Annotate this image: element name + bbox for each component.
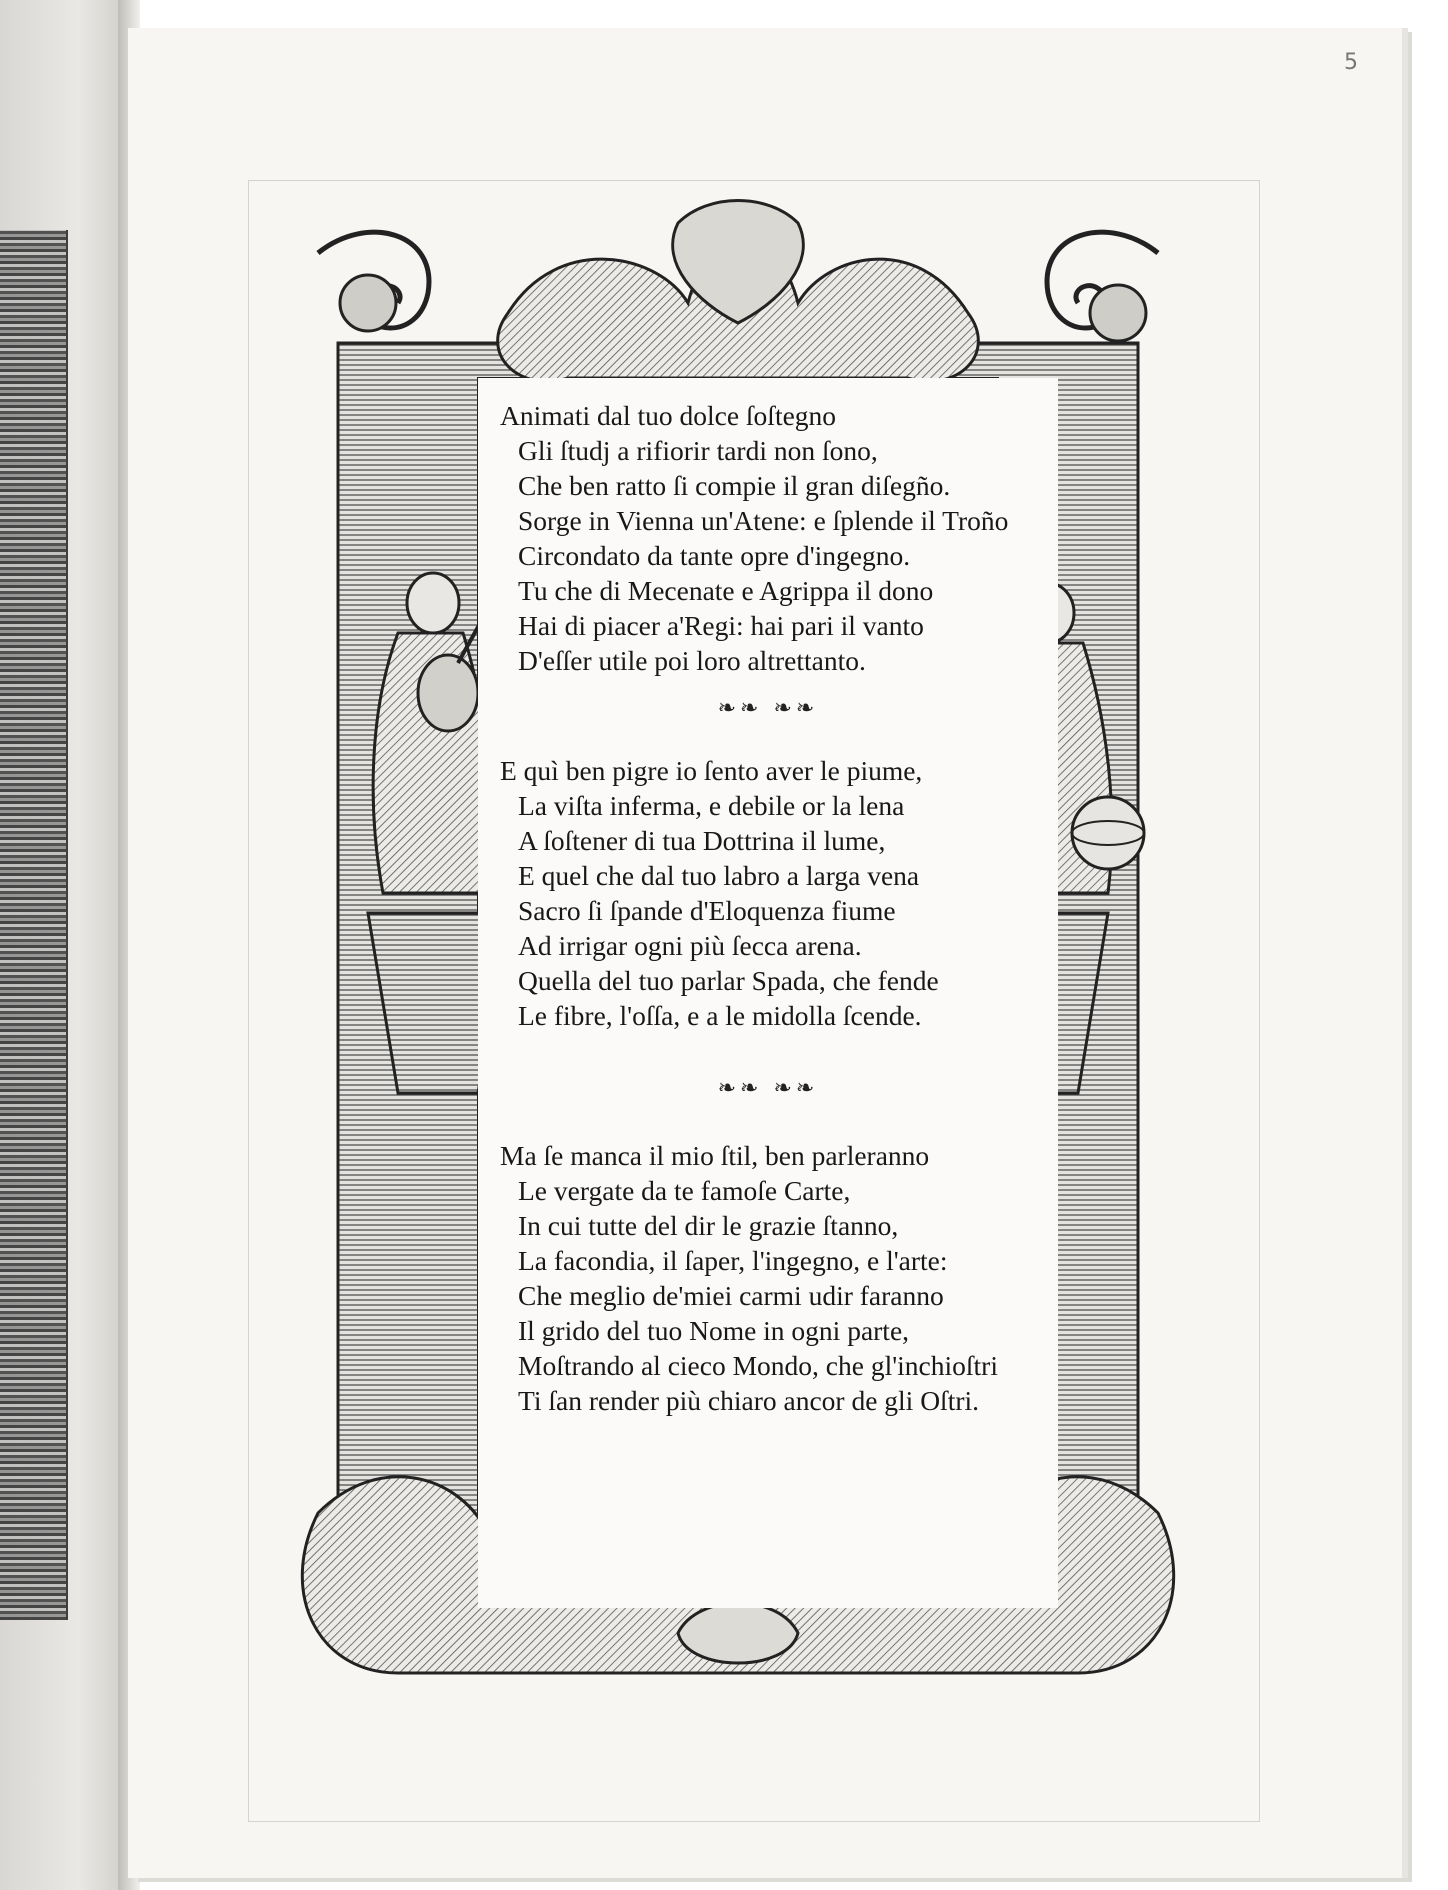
stanza-2 bbox=[500, 753, 1080, 1033]
verse-line: E quel che dal tuo labro a larga vena bbox=[518, 860, 920, 891]
verse-line: Il grido del tuo Nome in ogni parte, bbox=[518, 1315, 910, 1346]
book-page bbox=[128, 28, 1402, 1878]
stanza-1 bbox=[500, 398, 1080, 678]
verse-line: A ſoſtener di tua Dottrina il lume, bbox=[518, 825, 886, 856]
verse-line: Animati dal tuo dolce ſoſtegno bbox=[500, 400, 837, 431]
verse-line: Che ben ratto ſi compie il gran diſegño. bbox=[518, 470, 951, 501]
facing-page bbox=[0, 0, 130, 1890]
verse-line: Hai di piacer a'Regi: hai pari il vanto bbox=[518, 610, 924, 641]
verse-line: La facondia, il ſaper, l'ingegno, e l'arte: bbox=[518, 1245, 948, 1276]
verse-line: Ma ſe manca il mio ſtil, ben parleranno bbox=[500, 1140, 930, 1171]
stanza-3 bbox=[500, 1138, 1080, 1418]
verse-line: D'eſſer utile poi loro altrettanto. bbox=[518, 645, 866, 676]
stanza-ornament: ❧❧ ❧❧ bbox=[717, 696, 819, 721]
verse-line: Le vergate da te famoſe Carte, bbox=[518, 1175, 851, 1206]
verse-line: Circondato da tante opre d'ingegno. bbox=[518, 540, 911, 571]
verse-line: Che meglio de'miei carmi udir faranno bbox=[518, 1280, 944, 1311]
facing-engraving bbox=[0, 230, 68, 1620]
stanza-ornament: ❧❧ ❧❧ bbox=[717, 1076, 819, 1101]
verse-line: Le fibre, l'oſſa, e a le midolla ſcende. bbox=[518, 1000, 922, 1031]
verse-line: Quella del tuo parlar Spada, che fende bbox=[518, 965, 939, 996]
page-number: 5 bbox=[1344, 50, 1358, 75]
verse-line: E quì ben pigre io ſento aver le piume, bbox=[500, 755, 923, 786]
verse-line: Moſtrando al cieco Mondo, che gl'inchioſtri bbox=[518, 1350, 998, 1381]
verse-line: In cui tutte del dir le grazie ſtanno, bbox=[518, 1210, 899, 1241]
mask-right bbox=[1090, 285, 1146, 341]
verse-line: Sacro ſi ſpande d'Eloquenza fiume bbox=[518, 895, 896, 926]
verse-line: Tu che di Mecenate e Agrippa il dono bbox=[518, 575, 934, 606]
mask-left bbox=[340, 275, 396, 331]
verse-line: Ad irrigar ogni più ſecca arena. bbox=[518, 930, 862, 961]
verse-line: Gli ſtudj a rifiorir tardi non ſono, bbox=[518, 435, 878, 466]
verse-line: Sorge in Vienna un'Atene: e ſplende il Troño bbox=[518, 505, 1009, 536]
verse-line: La viſta inferma, e debile or la lena bbox=[518, 790, 905, 821]
poem-panel bbox=[478, 378, 1058, 1608]
verse-line: Ti ſan render più chiaro ancor de gli Oſtri. bbox=[518, 1385, 980, 1416]
